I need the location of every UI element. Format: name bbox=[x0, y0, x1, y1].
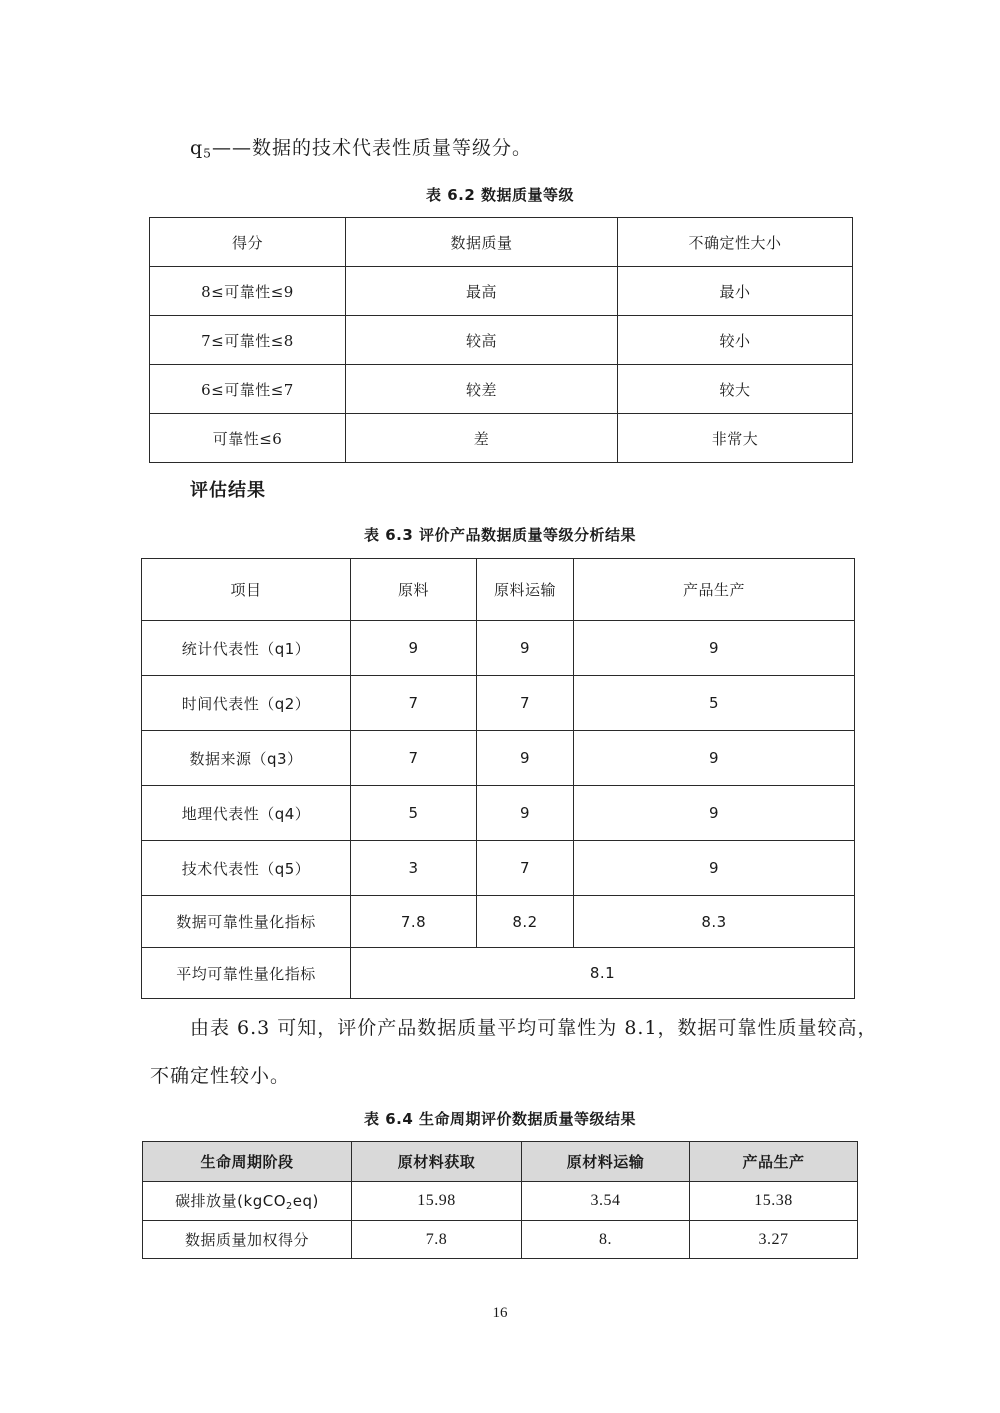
table-cell: 8.3 bbox=[574, 896, 855, 948]
header-cell: 项目 bbox=[142, 559, 351, 621]
q5-symbol: q bbox=[190, 137, 204, 159]
table-cell: 15.98 bbox=[352, 1182, 522, 1221]
table-6-4 bbox=[142, 1141, 858, 1259]
table-cell: 9 bbox=[574, 621, 855, 676]
table-cell: 时间代表性（q2） bbox=[142, 676, 351, 731]
table-cell: 较高 bbox=[346, 316, 618, 365]
conclusion-line-2: 不确定性较小。 bbox=[150, 1065, 291, 1087]
table-row bbox=[142, 621, 855, 676]
table-header-row bbox=[142, 559, 855, 621]
table-cell: 数据可靠性量化指标 bbox=[142, 896, 351, 948]
table-cell: 9 bbox=[574, 786, 855, 841]
table-cell: 地理代表性（q4） bbox=[142, 786, 351, 841]
label-text: 碳排放量(kgCO bbox=[175, 1192, 286, 1211]
table-row bbox=[142, 841, 855, 896]
table-cell: 统计代表性（q1） bbox=[142, 621, 351, 676]
table-cell: 最高 bbox=[346, 267, 618, 316]
header-cell: 数据质量 bbox=[346, 218, 618, 267]
table-cell: 9 bbox=[477, 731, 574, 786]
table-cell: 可靠性≤6 bbox=[150, 414, 346, 463]
table-cell: 较小 bbox=[618, 316, 853, 365]
table-cell: 非常大 bbox=[618, 414, 853, 463]
table-row bbox=[150, 267, 853, 316]
table-row bbox=[142, 676, 855, 731]
table-cell: 3 bbox=[351, 841, 477, 896]
table-row bbox=[150, 316, 853, 365]
table-cell: 9 bbox=[574, 731, 855, 786]
table-cell: 15.38 bbox=[690, 1182, 858, 1221]
header-cell: 得分 bbox=[150, 218, 346, 267]
header-cell: 不确定性大小 bbox=[618, 218, 853, 267]
table-cell: 3.27 bbox=[690, 1221, 858, 1259]
table-cell: 7 bbox=[477, 676, 574, 731]
table-cell: 7≤可靠性≤8 bbox=[150, 316, 346, 365]
header-cell: 原材料获取 bbox=[352, 1142, 522, 1182]
table-header-row bbox=[143, 1142, 858, 1182]
table-cell: 5 bbox=[574, 676, 855, 731]
table-cell: 最小 bbox=[618, 267, 853, 316]
table-cell: 较大 bbox=[618, 365, 853, 414]
table-cell: 数据来源（q3） bbox=[142, 731, 351, 786]
intro-text: ——数据的技术代表性质量等级分。 bbox=[212, 137, 533, 159]
header-cell: 原料运输 bbox=[477, 559, 574, 621]
table-cell: 6≤可靠性≤7 bbox=[150, 365, 346, 414]
header-cell: 原材料运输 bbox=[522, 1142, 690, 1182]
table-cell: 8.2 bbox=[477, 896, 574, 948]
table-cell: 7 bbox=[477, 841, 574, 896]
table-cell: 8. bbox=[522, 1221, 690, 1259]
row-label-weighted-score: 数据质量加权得分 bbox=[143, 1221, 352, 1259]
table-cell: 9 bbox=[477, 786, 574, 841]
header-cell: 原料 bbox=[351, 559, 477, 621]
label-text: eq) bbox=[292, 1192, 319, 1211]
header-cell: 产品生产 bbox=[690, 1142, 858, 1182]
table-row-average bbox=[142, 948, 855, 999]
table-6-2 bbox=[149, 217, 853, 463]
table-cell: 7 bbox=[351, 676, 477, 731]
table-row bbox=[150, 414, 853, 463]
table-header-row bbox=[150, 218, 853, 267]
table-row bbox=[150, 365, 853, 414]
table-row bbox=[142, 731, 855, 786]
table-cell: 8≤可靠性≤9 bbox=[150, 267, 346, 316]
table-6-3 bbox=[141, 558, 855, 999]
table-cell: 较差 bbox=[346, 365, 618, 414]
table-row bbox=[143, 1182, 858, 1221]
table-cell: 技术代表性（q5） bbox=[142, 841, 351, 896]
table-cell: 5 bbox=[351, 786, 477, 841]
average-value-cell: 8.1 bbox=[351, 948, 855, 999]
conclusion-line-1: 由表 6.3 可知，评价产品数据质量平均可靠性为 8.1，数据可靠性质量较高， bbox=[190, 1017, 878, 1039]
table-cell: 7.8 bbox=[352, 1221, 522, 1259]
table-cell: 平均可靠性量化指标 bbox=[142, 948, 351, 999]
table-row bbox=[142, 786, 855, 841]
header-cell: 生命周期阶段 bbox=[143, 1142, 352, 1182]
table-cell: 9 bbox=[574, 841, 855, 896]
intro-line bbox=[190, 133, 532, 161]
row-label-carbon-emission bbox=[143, 1182, 352, 1221]
table-cell: 差 bbox=[346, 414, 618, 463]
q5-subscript: 5 bbox=[203, 146, 213, 161]
page-number: 16 bbox=[492, 1305, 508, 1321]
table-6-4-caption: 表 6.4 生命周期评价数据质量等级结果 bbox=[363, 1110, 637, 1128]
header-cell: 产品生产 bbox=[574, 559, 855, 621]
table-row bbox=[143, 1221, 858, 1259]
table-cell: 7 bbox=[351, 731, 477, 786]
table-cell: 9 bbox=[351, 621, 477, 676]
table-cell: 7.8 bbox=[351, 896, 477, 948]
table-6-2-caption: 表 6.2 数据质量等级 bbox=[425, 186, 575, 204]
label-subscript: 2 bbox=[286, 1200, 293, 1212]
table-cell: 9 bbox=[477, 621, 574, 676]
section-heading: 评估结果 bbox=[190, 480, 266, 501]
table-cell: 3.54 bbox=[522, 1182, 690, 1221]
table-row bbox=[142, 896, 855, 948]
table-6-3-caption: 表 6.3 评价产品数据质量等级分析结果 bbox=[363, 526, 637, 544]
